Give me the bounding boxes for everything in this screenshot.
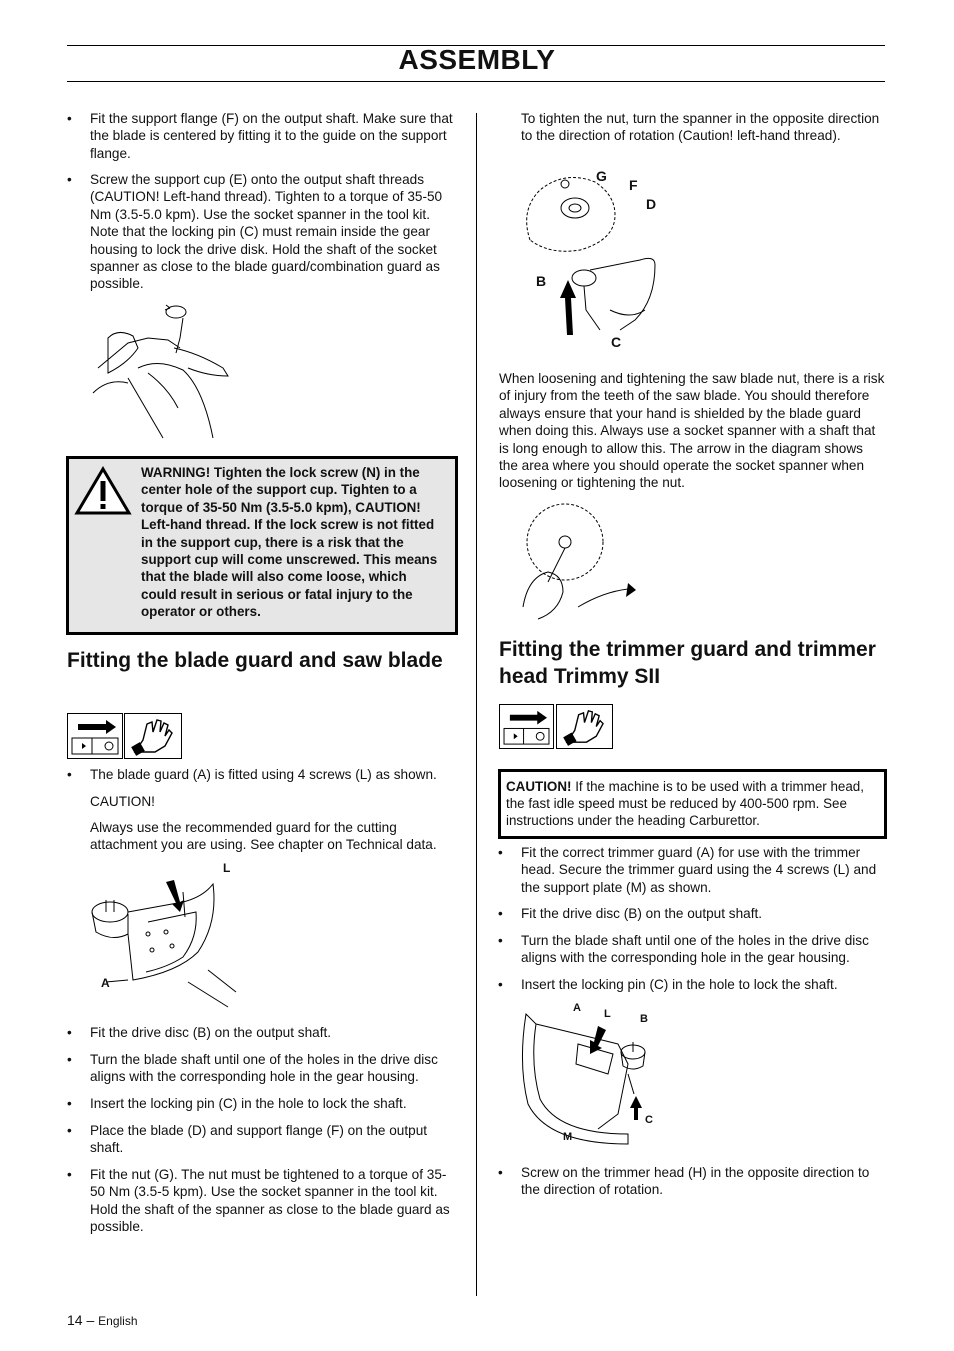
glove-icon (556, 704, 613, 749)
saw-blade-illustration (520, 170, 660, 340)
caution-label: CAUTION! (506, 779, 572, 794)
figure-label-L: L (604, 1008, 611, 1020)
figure-label-F: F (629, 177, 638, 193)
figure-label-B: B (640, 1013, 648, 1025)
figure-label-L: L (223, 861, 231, 875)
hand-spanner-illustration (518, 497, 638, 622)
page-footer (67, 1312, 138, 1328)
section-heading: Fitting the blade guard and saw blade (67, 649, 443, 672)
figure-label-D: D (646, 196, 657, 212)
caution-box (498, 769, 887, 839)
list-item: • The blade guard (A) is fitted using 4 screws (L) as shown. (67, 767, 437, 782)
list-item-text: The blade guard (A) is fitted using 4 screws (L) as shown. (90, 767, 437, 782)
caution-word: CAUTION! (90, 794, 155, 809)
list-item-text: Fit the drive disc (B) on the output shaft. (90, 1025, 332, 1040)
column-divider (476, 113, 477, 1296)
list-item: • Place the blade (D) and support flange (F) on the output shaft. (67, 1123, 428, 1156)
list-item-text: Turn the blade shaft until one of the holes in the drive disc aligns with the corresponding hole in the gear housing. (90, 1052, 438, 1085)
warning-text: WARNING! Tighten the lock screw (N) in the center hole of the support cup. Tighten to a torque of 35-50 Nm (3.5-5.0 kpm), CAUTION! Left-hand thread. If the lock screw is not fitted in the support cup, there is a risk that the support cup will come unscrewed. This means that the blade will also come loose, which could result in serious or fatal injury to the operator or others. (141, 465, 438, 620)
list-item: • Screw on the trimmer head (H) in the opposite direction to the direction of rotation. (498, 1165, 870, 1198)
figure-label-A: A (573, 1002, 581, 1014)
socket-spanner-illustration (88, 298, 238, 443)
caution-paragraph: Always use the recommended guard for the cutting attachment you are using. See chapter on Technical data. (90, 820, 437, 853)
list-item-text: Fit the nut (G). The nut must be tightened to a torque of 35-50 Nm (3.5-5 kpm). Use the socket spanner in the tool kit. Hold the shaft of the spanner as close to the blade guard as possible. (90, 1167, 450, 1235)
paragraph-tighten: To tighten the nut, turn the spanner in the opposite direction to the direction of rotation (Caution! left-hand thread). (521, 111, 880, 144)
list-item: • Insert the locking pin (C) in the hole to lock the shaft. (67, 1096, 407, 1111)
glove-icon (124, 713, 182, 759)
list-item-text: Screw on the trimmer head (H) in the opposite direction to the direction of rotation. (521, 1165, 870, 1198)
header-rule-bottom (67, 81, 885, 82)
list-item: • Fit the drive disc (B) on the output shaft. (67, 1025, 332, 1040)
list-item: • Insert the locking pin (C) in the hole to lock the shaft. (498, 977, 838, 992)
caution-body: If the machine is to be used with a trimmer head, the fast idle speed must be reduced by 400-500 rpm. See instructions under the heading Carburettor. (506, 779, 864, 828)
figure-label-M: M (563, 1131, 573, 1143)
caution-text (506, 778, 882, 829)
figure-label-C: C (645, 1114, 653, 1126)
paragraph-loosening: When loosening and tightening the saw blade nut, there is a risk of injury from the teeth of the saw blade. You should therefore always ensure that your hand is shielded by the blade guard when doing this. Always use a socket spanner with a shaft that is long enough to allow this. The arrow in the diagram shows the area where you should operate the socket spanner when loosening or tightening the nut. (499, 371, 885, 491)
list-item: • Turn the blade shaft until one of the holes in the drive disc aligns with the corresponding hole in the gear housing. (498, 933, 869, 966)
list-item: • Fit the drive disc (B) on the output shaft. (498, 906, 763, 921)
figure-label-G: G (596, 168, 607, 184)
trimmer-guard-illustration (518, 1004, 668, 1149)
list-item-text: Screw the support cup (E) onto the output shaft threads (CAUTION! Left-hand thread). Tighten to a torque of 35-50 Nm (3.5-5.0 kpm). Use the socket spanner in the tool kit. Note that the locking pin (C) must remain inside the gear housing to lock the drive disk. Hold the shaft of the socket spanner as close to the blade guard/combination guard as possible. (90, 172, 443, 292)
list-item-text: Insert the locking pin (C) in the hole to lock the shaft. (521, 977, 838, 992)
figure-label-B: B (536, 273, 547, 289)
warning-box (66, 456, 458, 635)
list-item: • Screw the support cup (E) onto the output shaft threads (CAUTION! Left-hand thread). Tighten to a torque of 35-50 Nm (3.5-5.0 kpm). Use the socket spanner in the tool kit. Note that the locking pin (C) must remain inside the gear housing to lock the drive disk. Hold the shaft of the socket spanner as close to the blade guard/combination guard as possible. (67, 172, 443, 292)
list-item-text: Insert the locking pin (C) in the hole to lock the shaft. (90, 1096, 407, 1111)
list-item-text: Place the blade (D) and support flange (F) on the output shaft. (90, 1123, 428, 1156)
stop-engine-icon (67, 713, 123, 759)
list-item: • Fit the support flange (F) on the output shaft. Make sure that the blade is centered by fitting it to the guide on the support flange. (67, 111, 453, 161)
warning-triangle-icon (75, 467, 131, 515)
page-number: 14 – (67, 1312, 95, 1328)
footer-language: English (98, 1314, 138, 1328)
figure-label-C: C (611, 334, 622, 350)
page-title: ASSEMBLY (398, 44, 556, 75)
stop-engine-icon (499, 704, 554, 749)
list-item-text: Fit the drive disc (B) on the output shaft. (521, 906, 763, 921)
list-item-text: Turn the blade shaft until one of the holes in the drive disc aligns with the corresponding hole in the gear housing. (521, 933, 869, 966)
list-item: • Turn the blade shaft until one of the holes in the drive disc aligns with the corresponding hole in the gear housing. (67, 1052, 438, 1085)
list-item: • Fit the nut (G). The nut must be tightened to a torque of 35-50 Nm (3.5-5 kpm). Use the socket spanner in the tool kit. Hold the shaft of the spanner as close to the blade guard as possible. (67, 1167, 450, 1235)
list-item-text: Fit the correct trimmer guard (A) for use with the trimmer head. Secure the trimmer guard using the 4 screws (L) and the support plate (M) as shown. (521, 845, 877, 895)
section-heading-trimmer: Fitting the trimmer guard and trimmer head Trimmy SII (499, 638, 876, 688)
blade-guard-illustration (88, 862, 238, 1010)
list-item-text: Fit the support flange (F) on the output shaft. Make sure that the blade is centered by fitting it to the guide on the support flange. (90, 111, 453, 161)
figure-label-A: A (101, 976, 110, 990)
list-item: • Fit the correct trimmer guard (A) for use with the trimmer head. Secure the trimmer guard using the 4 screws (L) and the support plate (M) as shown. (498, 845, 877, 895)
